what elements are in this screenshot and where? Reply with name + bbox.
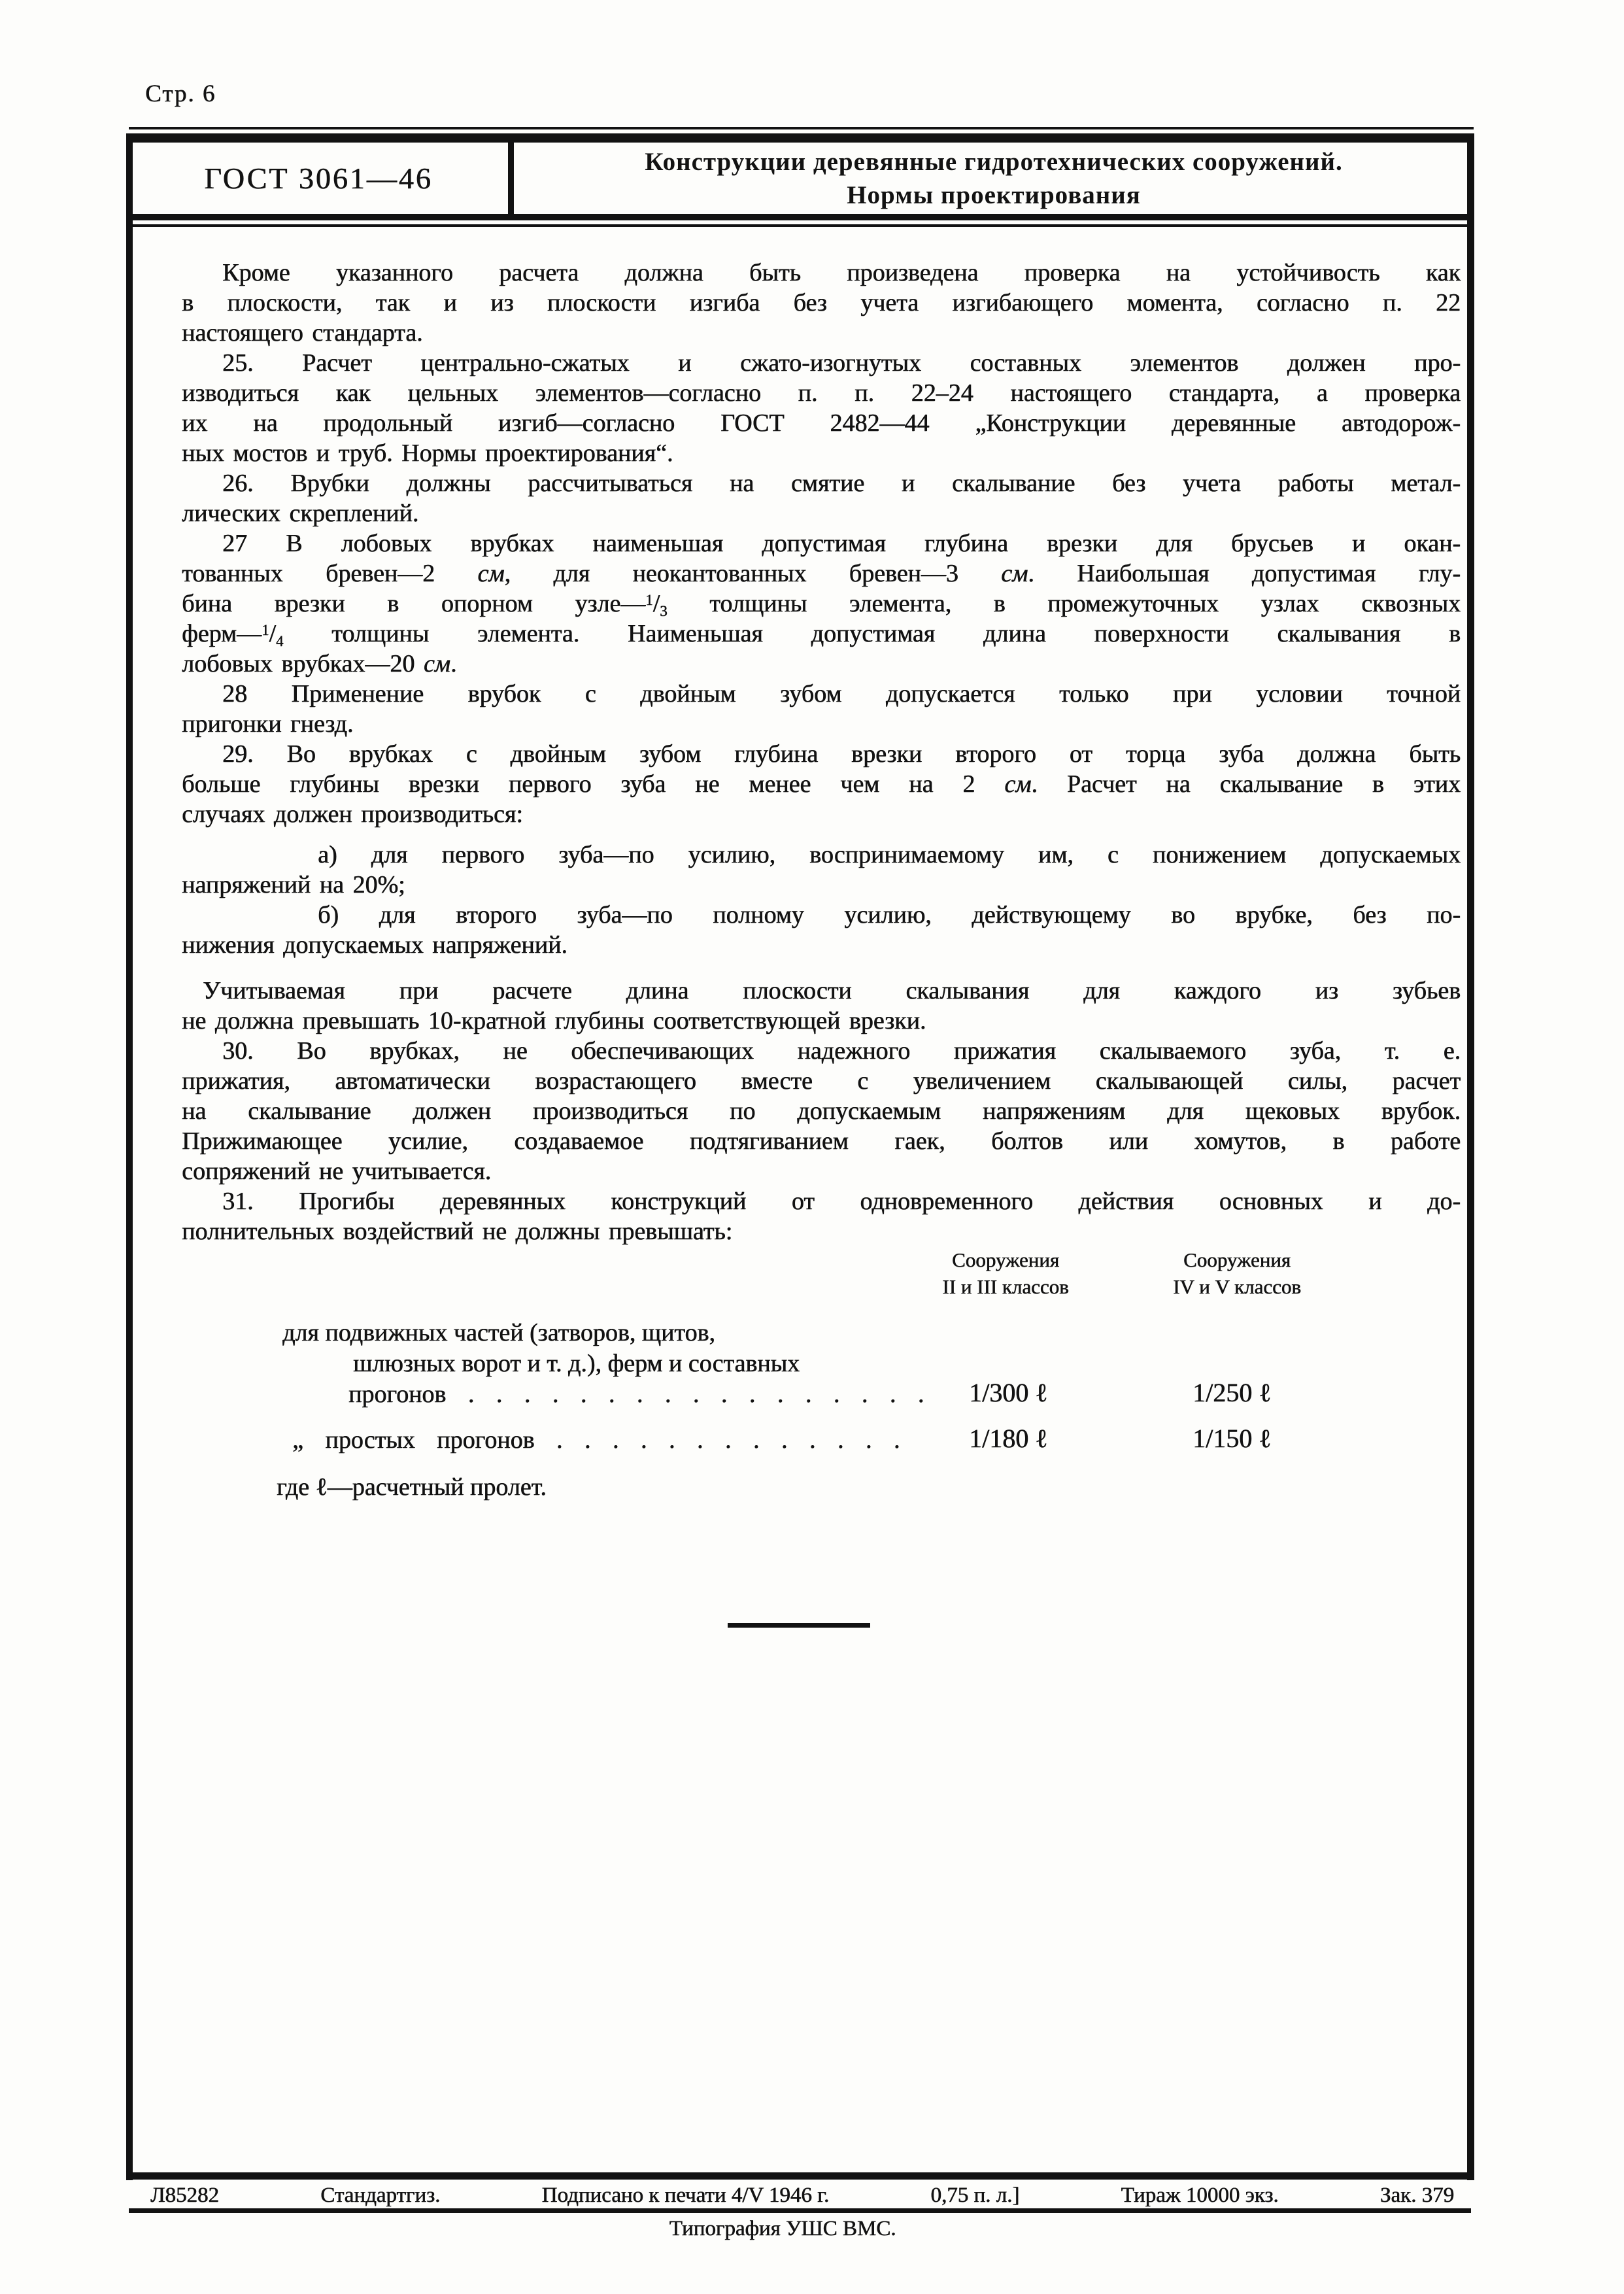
paragraph-item-29 <box>182 739 1461 829</box>
imprint-circulation: Тираж 10000 экз. <box>1121 2183 1279 2207</box>
paragraph-intro <box>182 258 1461 348</box>
text-line: нижения допускаемых напряжений. <box>182 931 567 959</box>
table-row1-line1: для подвижных частей (затворов, щитов, <box>282 1319 715 1346</box>
table-col1-header: Сооружения II и III классов <box>942 1248 1069 1298</box>
text-line: Кроме указанного расчета должна быть произведена проверка на устойчивость как <box>222 259 1461 286</box>
printer-name: Типография УШС ВМС. <box>669 2217 896 2240</box>
gost-number: ГОСТ 3061—46 <box>204 162 433 195</box>
text-line: 26. Врубки должны рассчитываться на смятие и скалывание без учета работы метал- <box>222 470 1461 497</box>
standard-title-line1: Конструкции деревянные гидротехнических сооружений. <box>645 147 1343 176</box>
text-line: настоящего стандарта. <box>182 319 423 347</box>
imprint-order-number: Зак. 379 <box>1379 2183 1454 2207</box>
imprint-publisher: Стандартгиз. <box>320 2183 441 2207</box>
right-border-rule <box>1467 133 1474 2180</box>
table-row2-value-class45: 1/150 ℓ <box>1193 1424 1272 1453</box>
imprint-row <box>150 2182 1454 2209</box>
table-row1-line2: шлюзных ворот и т. д.), ферм и составных <box>353 1350 800 1377</box>
text-line: случаях должен производиться: <box>182 800 523 828</box>
imprint-code: Л85282 <box>150 2183 219 2207</box>
paragraph-item-25 <box>182 348 1461 468</box>
text-line: 31. Прогибы деревянных конструкций от одновременного действия основных и до- <box>222 1188 1461 1215</box>
text-line: напряжений на 20%; <box>182 871 405 899</box>
text-line: 28 Применение врубок с двойным зубом допускается только при условии точной <box>222 680 1461 708</box>
paragraph-item-30 <box>182 1036 1461 1186</box>
header-bottom-rule-thin <box>129 224 1474 227</box>
paragraph-item-27 <box>182 528 1461 679</box>
table-row2-line: „ простых прогонов . . . . . . . . . . . . . <box>292 1426 900 1454</box>
standard-title-line2: Нормы проектирования <box>847 180 1141 209</box>
text-line: бина врезки в опорном $узле—^1/_3$ толщины элемента, в промежуточных узлах сквозных <box>182 590 1461 619</box>
paragraph-item-26 <box>182 468 1461 528</box>
body-text <box>182 258 1461 1246</box>
standard-title <box>514 143 1474 214</box>
text-line: полнительных воздействий не должны превышать: <box>182 1218 733 1245</box>
paragraph-item-29a <box>182 840 1461 900</box>
paragraph-shear-length-note <box>182 976 1461 1036</box>
section-divider-rule <box>728 1623 870 1628</box>
text-line: 25. Расчет центрально-сжатых и сжато-изогнутых составных элементов должен про- <box>222 349 1461 377</box>
text-line: лобовых врубках—20 см. <box>182 650 457 677</box>
text-line: лических скреплений. <box>182 500 419 527</box>
standard-header <box>129 143 1474 214</box>
text-line: сопряжений не учитывается. <box>182 1157 492 1185</box>
table-note-span-definition: где ℓ—расчетный пролет. <box>277 1473 547 1501</box>
text-line: а) для первого зуба—по усилию, воспринимаемому им, с понижением допускаемых <box>318 841 1461 868</box>
text-line: в плоскости, так и из плоскости изгиба без учета изгибающего момента, согласно п. 22 <box>182 289 1461 317</box>
header-divider-rule <box>508 143 514 214</box>
table-row1-line3: прогонов . . . . . . . . . . . . . . . . . <box>348 1380 924 1408</box>
text-line: пригонки гнезд. <box>182 710 354 738</box>
footer-bottom-rule <box>129 2208 1471 2213</box>
text-line: прижатия, автоматически возрастающего вместе с увеличением скалывающей силы, расчет <box>182 1067 1461 1095</box>
text-line: не должна превышать 10-кратной глубины соответствующей врезки. <box>182 1007 926 1035</box>
paragraph-item-28 <box>182 679 1461 739</box>
imprint-signed-date: Подписано к печати 4/V 1946 г. <box>541 2183 830 2207</box>
top-rule-echo <box>129 127 1474 129</box>
left-border-rule <box>126 133 133 2180</box>
text-line: Прижимающее усилие, создаваемое подтягиванием гаек, болтов или хомутов, в работе <box>182 1127 1461 1155</box>
text-line: их на продольный изгиб—согласно ГОСТ 2482—44 „Конструкции деревянные автодорож- <box>182 409 1461 437</box>
text-line: 30. Во врубках, не обеспечивающих надежного прижатия скалываемого зуба, т. е. <box>222 1037 1461 1065</box>
text-line: больше глубины врезки первого зуба не менее чем на 2 см. Расчет на скалывание в этих <box>182 770 1461 798</box>
text-line: Учитываемая при расчете длина плоскости скалывания для каждого из зубьев <box>203 977 1461 1004</box>
paragraph-item-31 <box>182 1186 1461 1246</box>
table-row1-value-class23: 1/300 ℓ <box>969 1378 1048 1407</box>
page-number: Стр. 6 <box>145 80 216 107</box>
footer-top-rule <box>129 2172 1474 2180</box>
text-line: ных мостов и труб. Нормы проектирования“. <box>182 439 673 467</box>
text-line: 27 В лобовых врубках наименьшая допустимая глубина врезки для брусьев и окан- <box>222 530 1461 557</box>
text-line: изводиться как цельных элементов—согласно п. п. 22–24 настоящего стандарта, а проверка <box>182 379 1461 407</box>
text-line: б) для второго зуба—по полному усилию, действующему во врубке, без по- <box>318 901 1461 929</box>
text-line: $ферм—^1/_4$ толщины элемента. Наименьшая допустимая длина поверхности скалывания в <box>182 620 1461 649</box>
header-bottom-rule <box>129 214 1474 220</box>
imprint-sheets: 0,75 п. л.] <box>930 2183 1020 2207</box>
table-row1-value-class45: 1/250 ℓ <box>1193 1378 1272 1407</box>
paragraph-item-29b <box>182 900 1461 960</box>
table-col2-header: Сооружения IV и V классов <box>1173 1248 1301 1298</box>
text-line: тованных бревен—2 см, для неокантованных бревен—3 см. Наибольшая допустимая глу- <box>182 560 1461 587</box>
text-line: на скалывание должен производиться по допускаемым напряжениям для щековых врубок. <box>182 1097 1461 1125</box>
text-line: 29. Во врубках с двойным зубом глубина врезки второго от торца зуба должна быть <box>222 740 1461 768</box>
table-row2-value-class23: 1/180 ℓ <box>969 1424 1048 1453</box>
top-rule <box>129 133 1474 143</box>
